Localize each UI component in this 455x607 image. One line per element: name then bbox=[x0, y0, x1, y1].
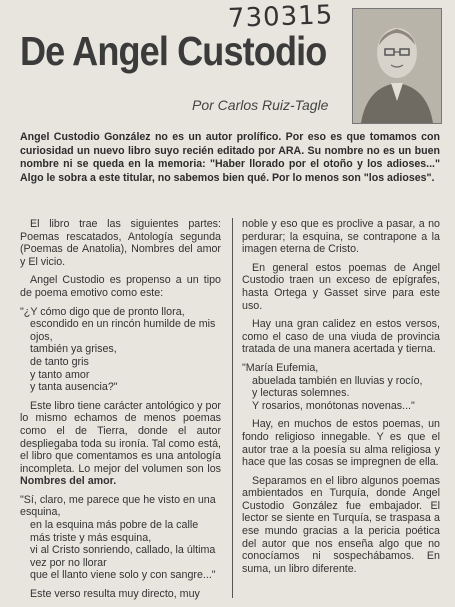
paragraph: noble y eso que es proclive a pasar, a no perdurar; la esquina, se contrapone a la imagen eterna de Cristo. bbox=[242, 218, 440, 256]
handwritten-catalog-number: 730315 bbox=[227, 0, 334, 34]
column-divider bbox=[232, 218, 233, 598]
verse-line: escondido en un rincón humilde de mis ojos, bbox=[30, 318, 216, 343]
verse-block bbox=[20, 306, 221, 394]
verse-line: "Sí, claro, me parece que he visto en una esquina, bbox=[20, 493, 216, 519]
paragraph: Hay, en muchos de estos poemas, un fondo religioso innegable. Y es que el autor trae a la poesía su alma religiosa y hace que las cosas se impregnen de ella. bbox=[242, 418, 440, 469]
paragraph: En general estos poemas de Angel Custodio traen un exceso de epígrafes, hasta Ortega y Gasset sirve para este uso. bbox=[242, 261, 440, 312]
left-column bbox=[20, 218, 221, 607]
verse-block bbox=[242, 362, 440, 412]
paragraph: Separamos en el libro algunos poemas ambientados en Turquía, donde Angel Custodio González fue embajador. El lector se siente en Turquía, se traspasa a ese mundo gracias a la pericia poética del autor que nos enseña algo que no conocíamos ni sospechábamos. En suma, un libro diferente. bbox=[242, 474, 440, 575]
verse-line: y lecturas solemnes. bbox=[252, 387, 350, 400]
verse-line: "María Eufemia, bbox=[242, 361, 319, 374]
paragraph: Este verso resulta muy directo, muy bbox=[30, 588, 200, 601]
article-title: De Angel Custodio bbox=[20, 28, 327, 74]
byline: Por Carlos Ruiz-Tagle bbox=[192, 97, 329, 113]
author-portrait-icon bbox=[352, 8, 442, 124]
verse-line: que el llanto viene solo y con sangre..." bbox=[30, 569, 216, 582]
paragraph: Hay una gran calidez en estos versos, como el caso de una viuda de provincia tratada de una manera acertada y tierna. bbox=[242, 318, 440, 356]
right-column bbox=[242, 218, 440, 581]
paragraph bbox=[20, 400, 221, 488]
portrait-drawing bbox=[353, 9, 441, 123]
verse-line: vi al Cristo sonriendo, callado, la última vez por no llorar bbox=[30, 544, 216, 569]
paragraph-text: Este libro tiene carácter antológico y por lo mismo echamos de menos poemas como el de Tierra, donde el autor despliegaba toda su ironía. Tal como está, el libro que comentamos es una antología incompleta. Lo mejor del volumen son los bbox=[20, 399, 221, 475]
verse-line: "¿Y cómo digo que de pronto llora, bbox=[20, 305, 185, 318]
intro-paragraph: Angel Custodio González no es un autor prolífico. Por eso es que tomamos con curiosidad un nuevo libro suyo recién editado por ARA. Su nombre no es un buen nombre ni se queda en la memoria: "Haber llorado por el otoño y los adioses..." Algo le sobra a este titular, no sabemos bien qué. Por lo menos son "los adioses". bbox=[20, 131, 440, 184]
paragraph: Angel Custodio es propenso a un tipo de poema emotivo como este: bbox=[20, 274, 221, 299]
verse-line: de tanto gris bbox=[30, 355, 89, 368]
paragraph: El libro trae las siguientes partes: Poemas rescatados, Antología segunda (Poemas de Anatolia), Nombres del amor y El vicio. bbox=[20, 218, 221, 268]
bold-title: Nombres del amor. bbox=[20, 475, 117, 488]
verse-line: y tanto amor bbox=[30, 368, 90, 381]
verse-line: también ya grises, bbox=[30, 343, 117, 356]
verse-line: Y rosarios, monótonas novenas..." bbox=[252, 399, 415, 412]
verse-line: en la esquina más pobre de la calle más triste y más esquina, bbox=[30, 519, 199, 544]
verse-block bbox=[20, 494, 221, 582]
verse-line: y tanta ausencia?" bbox=[30, 381, 118, 394]
verse-line: abuelada también en lluvias y rocío, bbox=[252, 374, 423, 387]
